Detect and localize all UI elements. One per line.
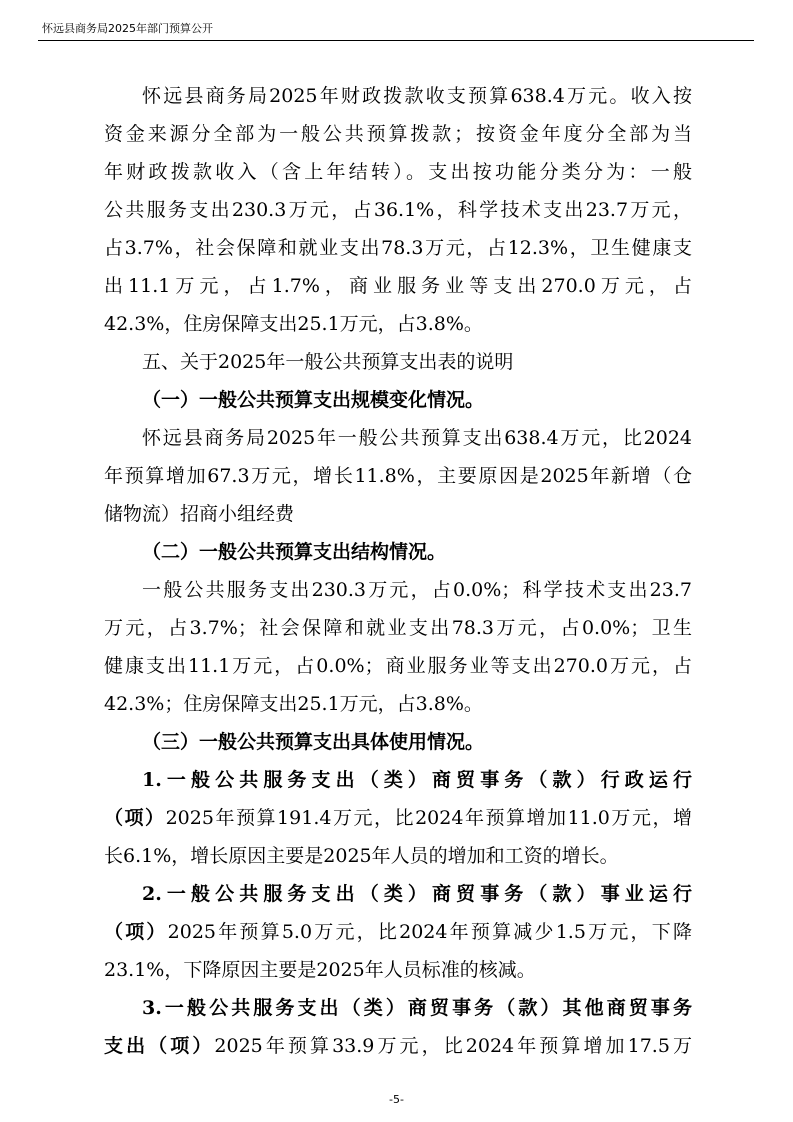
item-label: （项） <box>104 807 166 829</box>
paragraph-line: 42.3%，住房保障支出25.1万元，占3.8%。 <box>104 313 483 335</box>
paragraph-line: 资金来源分全部为一般公共预算拨款；按资金年度分全部为当 <box>104 123 692 145</box>
paragraph-line: 一般公共服务支出230.3万元，占0.0%；科学技术支出23.7 <box>142 579 692 601</box>
paragraph-line: 怀远县商务局2025年财政拨款收支预算638.4万元。收入按 <box>142 85 692 107</box>
paragraph-line: 占3.7%，社会保障和就业支出78.3万元，占12.3%，卫生健康支 <box>104 237 692 259</box>
paragraph-line: 万元，占3.7%；社会保障和就业支出78.3万元，占0.0%；卫生 <box>104 617 692 639</box>
section-heading: 五、关于2025年一般公共预算支出表的说明 <box>142 351 514 373</box>
paragraph-line: 怀远县商务局2025年一般公共预算支出638.4万元，比2024 <box>142 427 692 449</box>
paragraph-line: 公共服务支出230.3万元，占36.1%，科学技术支出23.7万元， <box>104 199 692 221</box>
item-text: 2025年预算5.0万元，比2024年预算减少1.5万元，下降 <box>167 921 692 943</box>
item-label: 支出（项） <box>104 1035 215 1057</box>
paragraph-line: 42.3%；住房保障支出25.1万元，占3.8%。 <box>104 693 483 715</box>
paragraph-line: 健康支出11.1万元，占0.0%；商业服务业等支出270.0万元，占 <box>104 655 692 677</box>
paragraph-line: 长6.1%，增长原因主要是2025年人员的增加和工资的增长。 <box>104 845 619 867</box>
item-heading: 2.一般公共服务支出（类）商贸事务（款）事业运行 <box>142 883 692 905</box>
page-number: -5- <box>389 1093 404 1106</box>
subsection-heading: （一）一般公共预算支出规模变化情况。 <box>142 389 485 411</box>
paragraph-line: 年财政拨款收入（含上年结转）。支出按功能分类分为：一般 <box>104 161 692 183</box>
document-header-title: 怀远县商务局2025年部门预算公开 <box>42 22 213 35</box>
subsection-heading: （三）一般公共预算支出具体使用情况。 <box>142 731 485 753</box>
paragraph-line: 年预算增加67.3万元，增长11.8%，主要原因是2025年新增（仓 <box>104 465 692 487</box>
item-heading: 1.一般公共服务支出（类）商贸事务（款）行政运行 <box>142 769 692 791</box>
item-heading: 3.一般公共服务支出（类）商贸事务（款）其他商贸事务 <box>142 997 692 1019</box>
subsection-heading: （二）一般公共预算支出结构情况。 <box>142 541 447 563</box>
item-text: 2025年预算191.4万元，比2024年预算增加11.0万元，增 <box>165 807 692 829</box>
document-body <box>104 77 692 1065</box>
paragraph-line: 出11.1万元，占1.7%，商业服务业等支出270.0万元，占 <box>104 275 692 297</box>
item-label: （项） <box>104 921 168 943</box>
header-rule <box>38 40 754 41</box>
paragraph-line: 储物流）招商小组经费 <box>104 503 295 525</box>
paragraph-line: 23.1%，下降原因主要是2025年人员标准的核减。 <box>104 959 536 981</box>
item-text: 2025年预算33.9万元，比2024年预算增加17.5万 <box>214 1035 692 1057</box>
paragraph-line <box>104 913 692 951</box>
paragraph-line <box>104 799 692 837</box>
paragraph-line <box>104 1027 692 1065</box>
